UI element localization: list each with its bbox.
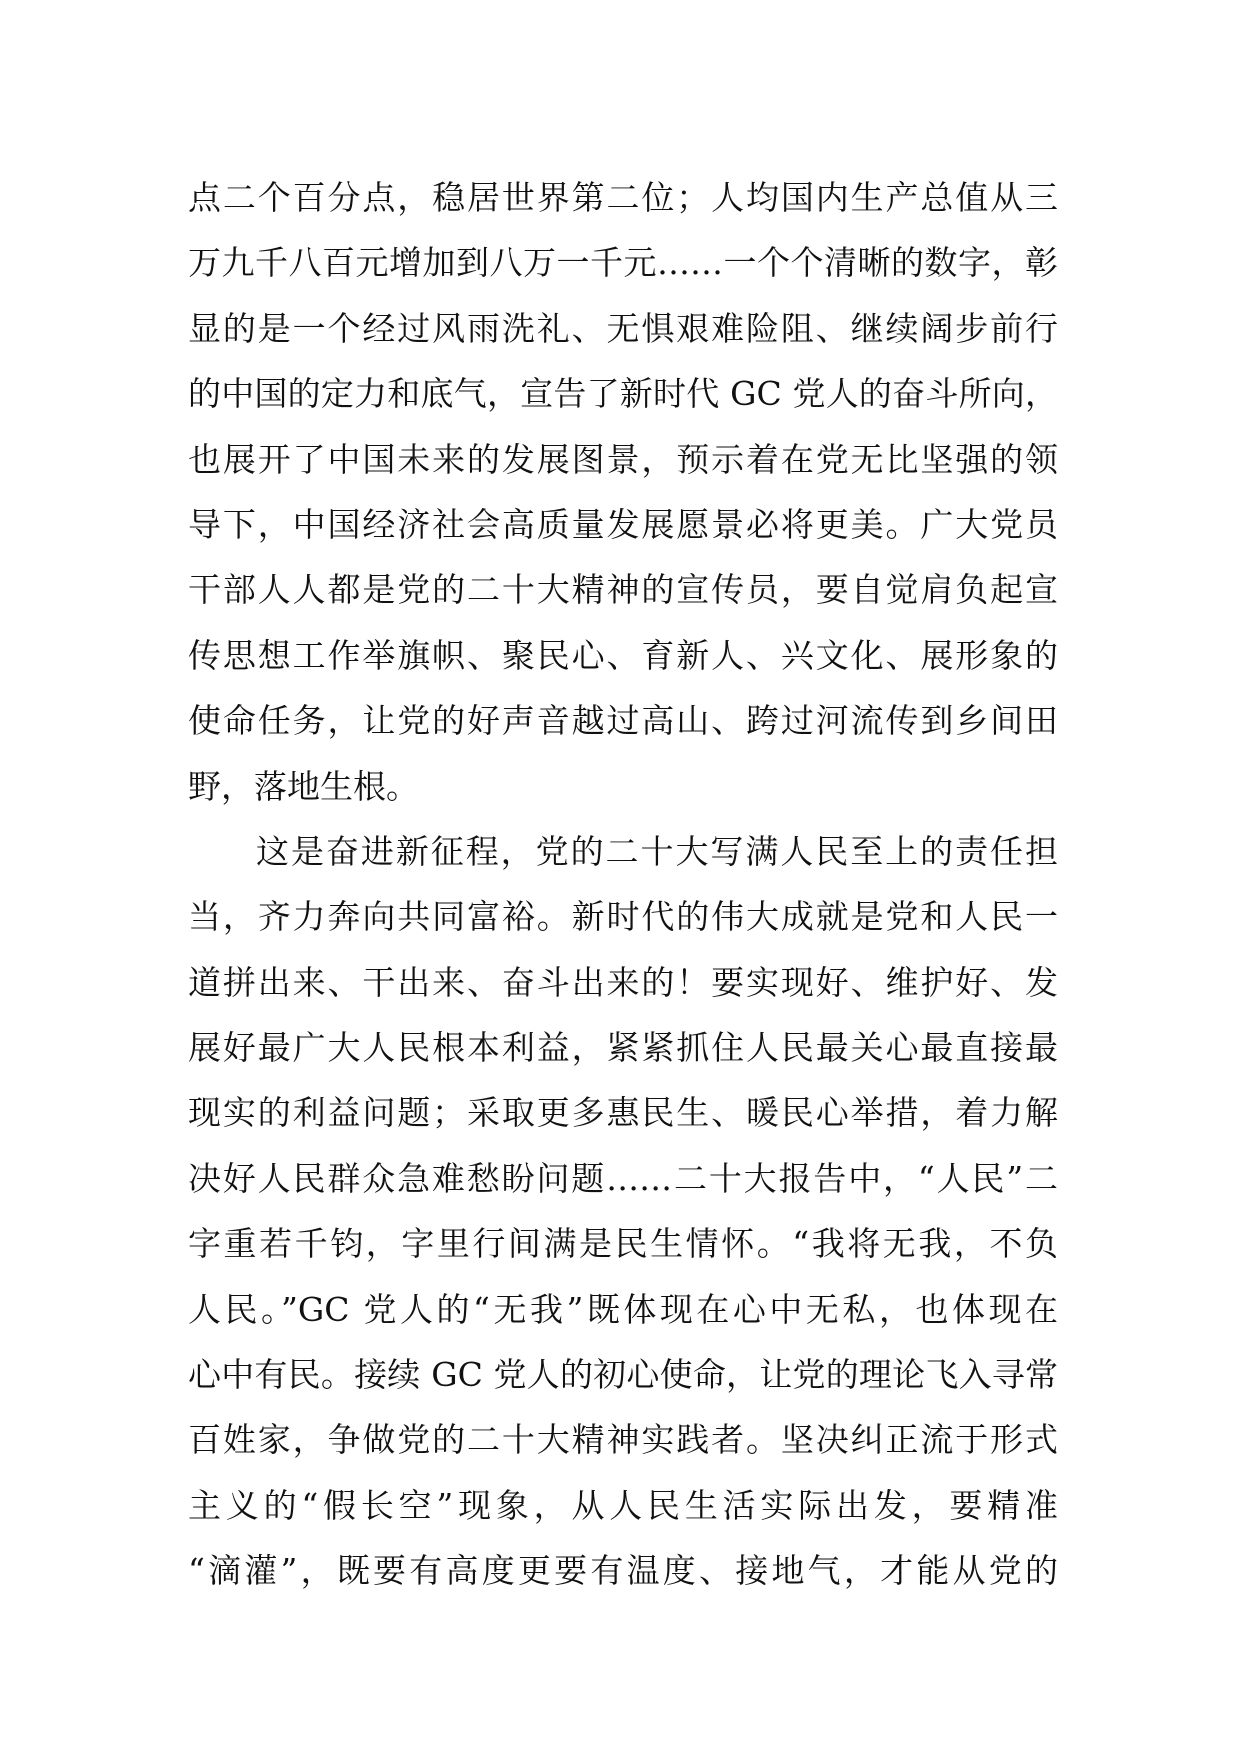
paragraph-1 xyxy=(188,165,1058,819)
body-text xyxy=(188,165,1058,1604)
text-line: 道拼出来、干出来、奋斗出来的！要实现好、维护好、发 xyxy=(188,962,1058,1002)
text-line: 当，齐力奔向共同富裕。新时代的伟大成就是党和人民一 xyxy=(188,897,1058,937)
text-line: 使命任务，让党的好声音越过高山、跨过河流传到乡间田 xyxy=(188,701,1058,741)
text-line: 展好最广大人民根本利益，紧紧抓住人民最关心最直接最 xyxy=(188,1028,1058,1068)
text-line: 野，落地生根。 xyxy=(188,766,419,806)
text-line: 的中国的定力和底气，宣告了新时代 GC 党人的奋斗所向， xyxy=(188,374,1058,414)
text-line: 显的是一个经过风雨洗礼、无惧艰难险阻、继续阔步前行 xyxy=(188,308,1058,348)
text-line: 万九千八百元增加到八万一千元……一个个清晰的数字，彰 xyxy=(188,243,1058,283)
text-line: “滴灌”，既要有高度更要有温度、接地气，才能从党的 xyxy=(188,1551,1058,1591)
text-line: 人民。”GC 党人的“无我”既体现在心中无私，也体现在 xyxy=(188,1289,1058,1329)
text-line: 心中有民。接续 GC 党人的初心使命，让党的理论飞入寻常 xyxy=(188,1355,1058,1395)
text-line: 干部人人都是党的二十大精神的宣传员，要自觉肩负起宣 xyxy=(188,570,1058,610)
text-line: 百姓家，争做党的二十大精神实践者。坚决纠正流于形式 xyxy=(188,1420,1058,1460)
text-line: 现实的利益问题；采取更多惠民生、暖民心举措，着力解 xyxy=(188,1093,1058,1133)
paragraph-2 xyxy=(188,819,1058,1604)
text-line: 也展开了中国未来的发展图景，预示着在党无比坚强的领 xyxy=(188,439,1058,479)
text-line: 决好人民群众急难愁盼问题……二十大报告中，“人民”二 xyxy=(188,1158,1058,1198)
text-line: 主义的“假长空”现象，从人民生活实际出发，要精准 xyxy=(188,1485,1058,1525)
text-line: 字重若千钧，字里行间满是民生情怀。“我将无我，不负 xyxy=(188,1224,1058,1264)
text-line: 导下，中国经济社会高质量发展愿景必将更美。广大党员 xyxy=(188,504,1058,544)
text-line: 这是奋进新征程，党的二十大写满人民至上的责任担 xyxy=(256,831,1058,871)
text-line: 点二个百分点，稳居世界第二位；人均国内生产总值从三 xyxy=(188,178,1058,217)
text-line: 传思想工作举旗帜、聚民心、育新人、兴文化、展形象的 xyxy=(188,635,1058,675)
